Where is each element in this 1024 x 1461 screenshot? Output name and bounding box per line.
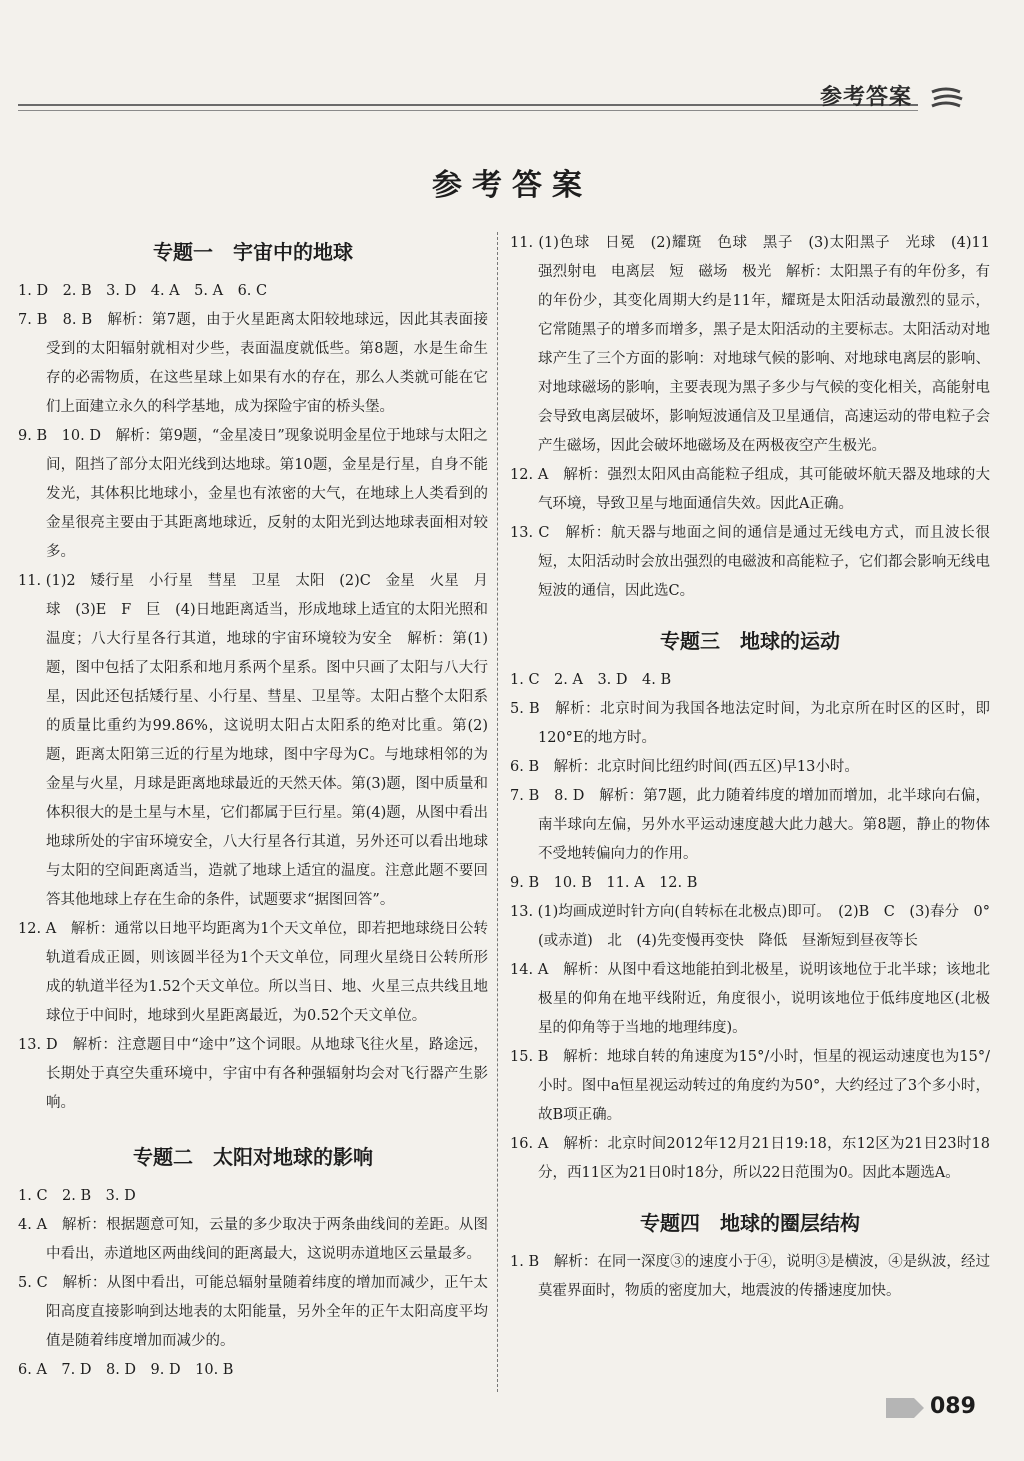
section-title: 专题四 地球的圈层结构	[640, 1211, 860, 1235]
answer-item: 13. C 解析：航天器与地面之间的通信是通过无线电方式，而且波长很短，太阳活动时会放出强烈的电磁波和高能粒子，它们都会影响无线电短波的通信，因此选C。	[510, 525, 990, 599]
answer-item: 16. A 解析：北京时间2012年12月21日19:18，东12区为21日23时18分，西11区为21日0时18分，所以22日范围为0。因此本题选A。	[510, 1136, 990, 1181]
answer-item: 9. B 10. B 11. A 12. B	[510, 875, 698, 891]
answer-item: 14. A 解析：从图中看这地能拍到北极星，说明该地位于北半球；该地北极星的仰角在地平线附近，角度很小，说明该地位于低纬度地区(北极星的仰角等于当地的地理纬度)。	[510, 962, 990, 1036]
answer-item: 13. (1)均画成逆时针方向(自转标在北极点)即可。 (2)B C (3)春分 0°(或赤道) 北 (4)先变慢再变快 降低 昼渐短到昼夜等长	[510, 904, 990, 949]
section-title: 专题二 太阳对地球的影响	[133, 1145, 373, 1169]
page-arrow-icon	[886, 1398, 926, 1418]
section-title: 专题三 地球的运动	[660, 629, 840, 653]
answer-item: 5. C 解析：从图中看出，可能总辐射量随着纬度的增加而减少，正午太阳高度直接影响到达地表的太阳能量，另外全年的正午太阳高度平均值是随着纬度增加而减少的。	[18, 1275, 488, 1349]
answer-item: 15. B 解析：地球自转的角速度为15°/小时，恒星的视运动速度也为15°/小时。图中a恒星视运动转过的角度约为50°，大约经过了3个多小时，故B项正确。	[510, 1049, 990, 1123]
page-number: 089	[930, 1394, 976, 1419]
answer-item: 7. B 8. B 解析：第7题，由于火星距离太阳较地球远，因此其表面接受到的太阳辐射就相对少些，表面温度就低些。第8题，水是生命生存的必需物质，在这些星球上如果有水的存在，那么人类就可能在它们上面建立永久的科学基地，成为探险宇宙的桥头堡。	[18, 312, 488, 415]
column-divider	[497, 232, 498, 1392]
answer-item: 1. C 2. B 3. D	[18, 1188, 136, 1204]
answer-item: 12. A 解析：强烈太阳风由高能粒子组成，其可能破坏航天器及地球的大气环境，导致卫星与地面通信失效。因此A正确。	[510, 467, 990, 512]
answer-item: 1. D 2. B 3. D 4. A 5. A 6. C	[18, 283, 268, 299]
answer-item: 1. C 2. A 3. D 4. B	[510, 672, 672, 688]
header-rule-thin	[18, 110, 918, 111]
answer-item: 5. B 解析：北京时间为我国各地法定时间，为北京所在时区的区时，即120°E的地方时。	[510, 701, 990, 746]
section-title: 专题一 宇宙中的地球	[153, 240, 353, 264]
answer-item: 6. B 解析：北京时间比纽约时间(西五区)早13小时。	[510, 759, 859, 775]
answer-item: 6. A 7. D 8. D 9. D 10. B	[18, 1362, 234, 1378]
left-column	[18, 225, 488, 1385]
answer-item: 13. D 解析：注意题目中“途中”这个词眼。从地球飞往火星，路途远，长期处于真空失重环境中，宇宙中有各种强辐射均会对飞行器产生影响。	[18, 1037, 488, 1111]
answer-item: 9. B 10. D 解析：第9题，“金星凌日”现象说明金星位于地球与太阳之间，阻挡了部分太阳光线到达地球。第10题，金星是行星，自身不能发光，其体积比地球小，金星也有浓密的大气，在地球上人类看到的金星很亮主要由于其距离地球近，反射的太阳光到达地球表面相对较多。	[18, 428, 488, 560]
answer-item: 4. A 解析：根据题意可知，云量的多少取决于两条曲线间的差距。从图中看出，赤道地区两曲线间的距离最大，这说明赤道地区云量最多。	[18, 1217, 488, 1262]
answer-item: 11. (1)2 矮行星 小行星 彗星 卫星 太阳 (2)C 金星 火星 月球 (3)E F 巨 (4)日地距离适当，形成地球上适宜的太阳光照和温度；八大行星各行其道，地球的宇宙环境较为安全 解析：第(1)题，图中包括了太阳系和地月系两个星系。图中只画了太阳与八大行星，因此还包括矮行星、小行星、彗星、卫星等。太阳占整个太阳系的质量比重约为99.86%，这说明太阳占太阳系的绝对比重。第(2)题，距离太阳第三近的行星为地球，图中字母为C。与地球相邻的为金星与火星，月球是距离地球最近的天然天体。第(3)题，图中质量和体积很大的是土星与木星，它们都属于巨行星。第(4)题，从图中看出地球所处的宇宙环境安全，八大行星各行其道，另外还可以看出地球与太阳的空间距离适当，造就了地球上适宜的温度。注意此题不要回答其他地球上存在生命的条件，试题要求“据图回答”。	[18, 573, 488, 908]
answer-item: 11. (1)色球 日冕 (2)耀斑 色球 黑子 (3)太阳黑子 光球 (4)11 强烈射电 电离层 短 磁场 极光 解析：太阳黑子有的年份多，有的年份少，其变化周期大约是11年，耀斑是太阳活动最激烈的显示，它常随黑子的增多而增多，黑子是太阳活动的主要标志。太阳活动对地球产生了三个方面的影响：对地球气候的影响、对地球电离层的影响、对地球磁场的影响，主要表现为黑子多少与气候的变化相关，高能射电会导致电离层破坏，影响短波通信及卫星通信，高速运动的带电粒子会产生磁场，因此会破坏地磁场及在两极夜空产生极光。	[510, 235, 1005, 454]
answer-item: 12. A 解析：通常以日地平均距离为1个天文单位，即若把地球绕日公转轨道看成正圆，则该圆半径为1个天文单位，同理火星绕日公转所形成的轨道半径为1.52个天文单位。所以当日、地、火星三点共线且地球位于中间时，地球到火星距离最近，为0.52个天文单位。	[18, 921, 488, 1024]
header-swirl-icon	[930, 84, 964, 110]
right-column	[510, 225, 1005, 1306]
answer-item: 1. B 解析：在同一深度③的速度小于④，说明③是横波，④是纵波，经过莫霍界面时，物质的密度加大，地震波的传播速度加快。	[510, 1254, 990, 1299]
header-rule	[18, 104, 918, 106]
answer-item: 7. B 8. D 解析：第7题，此力随着纬度的增加而增加，北半球向右偏，南半球向左偏，另外水平运动速度越大此力越大。第8题，静止的物体不受地转偏向力的作用。	[510, 788, 990, 862]
page-title: 参考答案	[432, 168, 592, 203]
header-label: 参考答案	[820, 85, 913, 110]
